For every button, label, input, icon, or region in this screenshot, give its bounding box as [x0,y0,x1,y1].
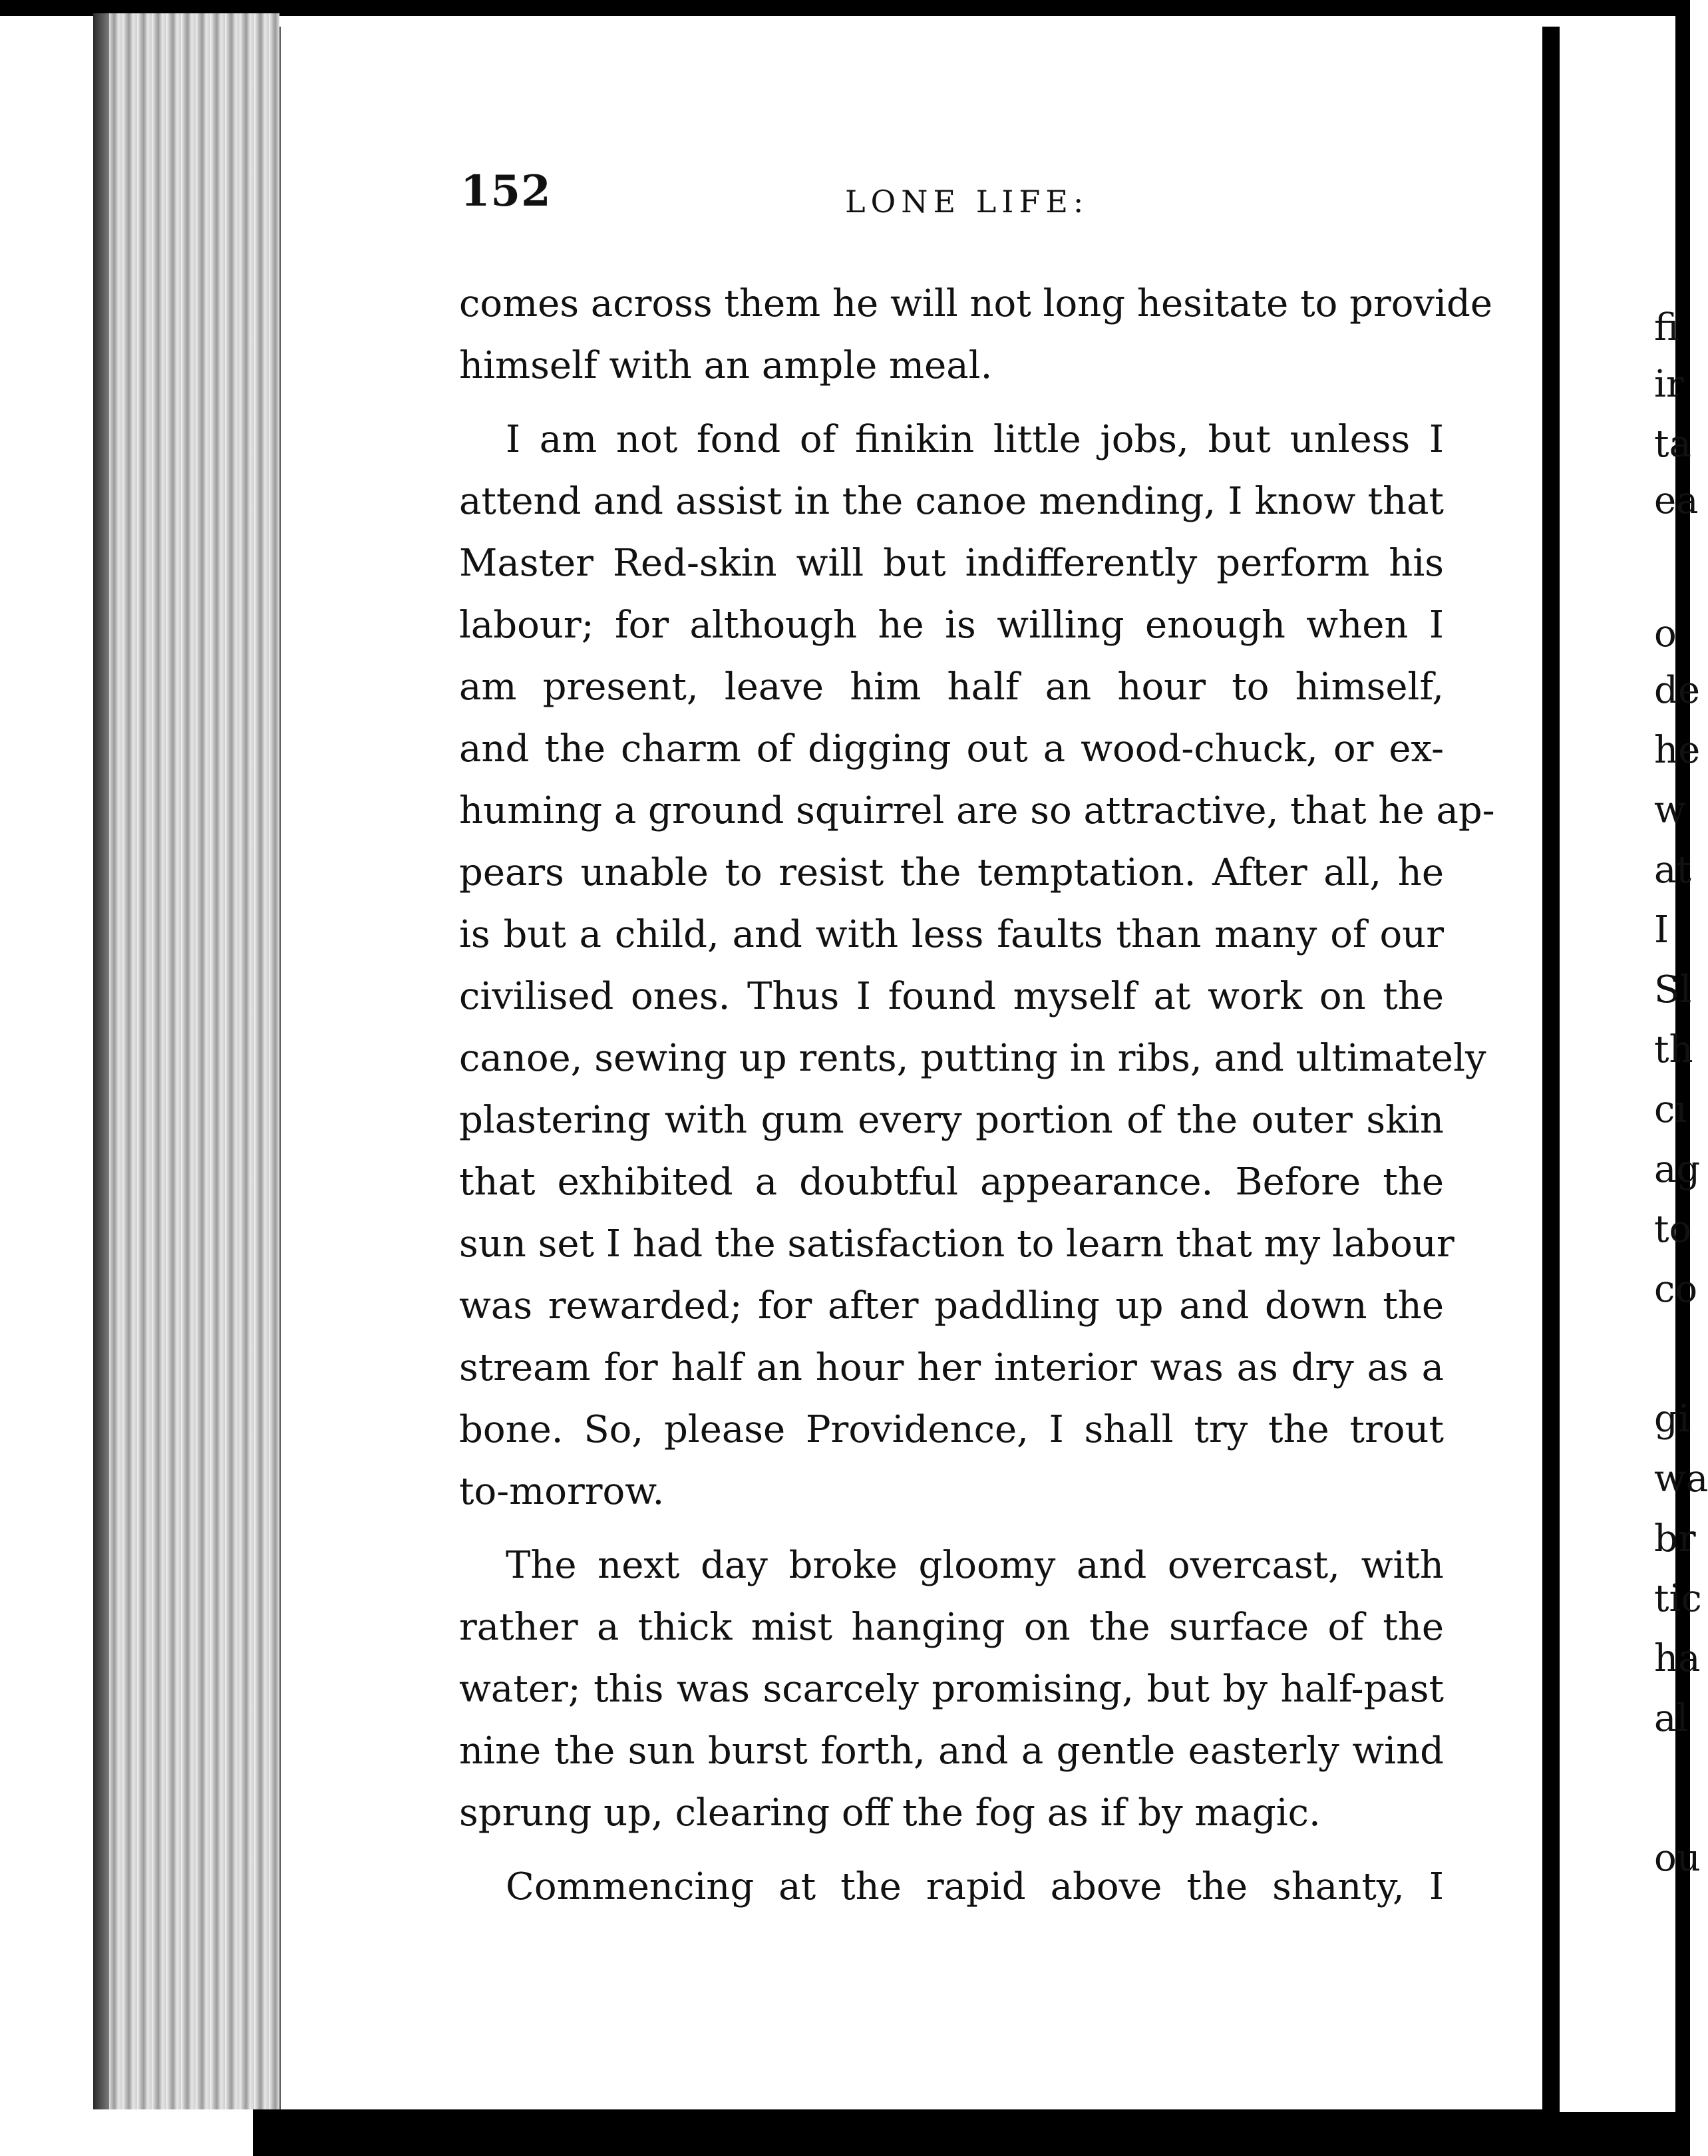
text-line: was rewarded; for after paddling up and down the [459,1284,1444,1328]
text-line: sun set I had the satisfaction to learn that my labour [459,1222,1454,1266]
scan-bottom-border [253,2109,1690,2156]
facing-text-fragment: to [1654,1208,1692,1251]
facing-text-fragment: w [1654,789,1686,832]
book-page-edges [93,13,279,2109]
text-line: bone. So, please Providence, I shall try the trout [459,1408,1444,1451]
text-line: rather a thick mist hanging on the surface of the [459,1606,1444,1649]
facing-text-fragment: ou [1654,1837,1701,1880]
text-line: nine the sun burst forth, and a gentle easterly wind [459,1729,1444,1773]
book-gutter [1542,27,1560,2156]
facing-text-fragment: al [1654,1697,1689,1740]
facing-text-fragment: th [1654,1028,1693,1071]
text-line: sprung up, clearing off the fog as if by magic. [459,1791,1321,1835]
facing-text-fragment: ha [1654,1637,1701,1680]
facing-text-fragment: wa [1654,1457,1708,1501]
facing-text-fragment: fi [1654,306,1679,349]
text-line: and the charm of digging out a wood-chuck, or ex- [459,727,1444,771]
paragraph-start-line: Commencing at the rapid above the shanty, I [506,1865,1444,1908]
facing-text-fragment: br [1654,1517,1696,1560]
text-line: am present, leave him half an hour to himself, [459,665,1444,709]
book-spine-shadow [93,13,109,2109]
facing-text-fragment: cı [1654,1088,1687,1131]
text-line: huming a ground squirrel are so attractive, that he ap- [459,789,1495,832]
text-line: pears unable to resist the temptation. After all, he [459,851,1444,894]
facing-text-fragment: I [1654,908,1669,952]
paragraph-start-line: I am not fond of finikin little jobs, but unless I [506,418,1444,461]
text-line: comes across them he will not long hesitate to provide [459,282,1492,325]
facing-text-fragment: he [1654,729,1701,772]
facing-text-fragment: co [1654,1268,1698,1311]
text-line: plastering with gum every portion of the outer skin [459,1099,1444,1142]
text-line: civilised ones. Thus I found myself at work on the [459,975,1444,1018]
facing-text-fragment: de [1654,669,1700,712]
page-number: 152 [460,166,552,216]
text-line: is but a child, and with less faults than many of our [459,913,1444,956]
text-line: labour; for although he is willing enough when I [459,604,1444,647]
facing-text-fragment: ta [1654,423,1691,466]
text-line: attend and assist in the canoe mending, I know that [459,480,1444,523]
facing-text-fragment: at [1654,848,1691,892]
facing-text-fragment: Sl [1654,968,1692,1011]
facing-text-fragment: ea [1654,479,1699,522]
text-line: himself with an ample meal. [459,344,993,387]
running-head: LONE LIFE: [845,184,1089,220]
facing-text-fragment: gi [1654,1397,1690,1441]
facing-text-fragment: ag [1654,1148,1701,1191]
body-text [459,273,1495,1918]
paragraph-start-line: The next day broke gloomy and overcast, with [506,1544,1444,1587]
facing-text-fragment: ir [1654,363,1684,406]
text-line: canoe, sewing up rents, putting in ribs, and ultimately [459,1037,1486,1080]
facing-text-fragment: o [1654,612,1677,655]
text-line: to-morrow. [459,1470,665,1513]
text-line: Master Red-skin will but indifferently perform his [459,542,1444,585]
text-line: stream for half an hour her interior was as dry as a [459,1346,1444,1389]
text-line: that exhibited a doubtful appearance. Before the [459,1161,1444,1204]
facing-text-fragment: tic [1654,1577,1702,1620]
text-line: water; this was scarcely promising, but by half-past [459,1668,1444,1711]
